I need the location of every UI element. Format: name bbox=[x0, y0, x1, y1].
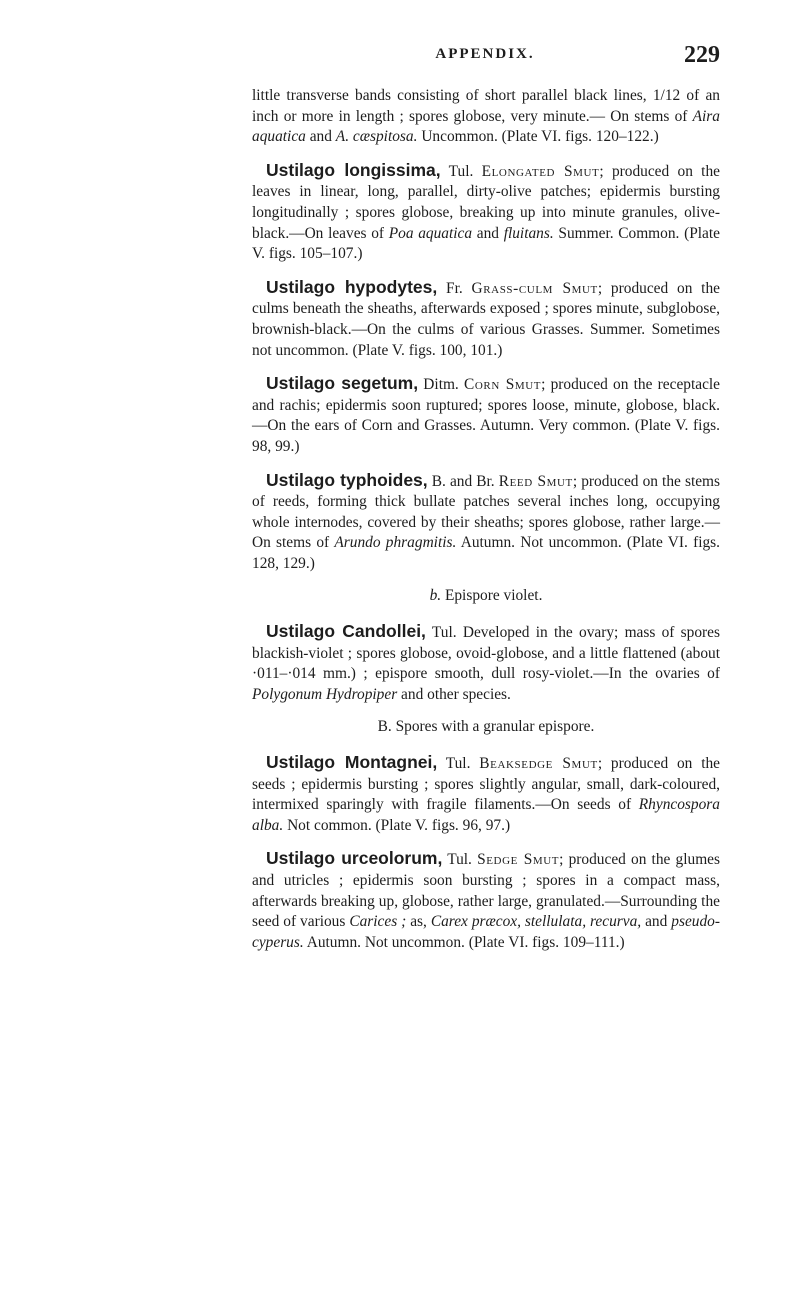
entry-candollei bbox=[252, 621, 720, 705]
description: ; produced on the seeds ; epidermis bursting ; spores slightly angular, small, dark-coloured, intermixed sparingly with fragile filaments.—On seeds of bbox=[252, 755, 720, 814]
common-name: Sedge Smut bbox=[477, 851, 560, 869]
common-name: Beaksedge Smut bbox=[479, 755, 598, 773]
species-name: Ustilago Candollei, bbox=[266, 621, 426, 642]
entry-longissima bbox=[252, 160, 720, 265]
species-name: Ustilago segetum, bbox=[266, 373, 419, 394]
authority: Tul. bbox=[442, 851, 478, 869]
host-name: Arundo phragmitis. bbox=[334, 534, 457, 552]
intro-host-1: Aira aquatica bbox=[252, 107, 720, 146]
description: and other species. bbox=[397, 685, 511, 703]
common-name: Reed Smut bbox=[498, 472, 573, 490]
entry-segetum bbox=[252, 373, 720, 457]
description: ; produced on the receptacle and rachis; epidermis soon ruptured; spores loose, minute, globose, black.—On the ears of Corn and Grasses. Autumn. Very common. (Plate V. figs. 98, 99.) bbox=[252, 376, 721, 455]
description: Summer. Common. (Plate V. figs. 105–107.) bbox=[252, 224, 720, 263]
species-name: Ustilago typhoides, bbox=[266, 469, 428, 490]
host-name: Carex præcox, stellulata, recurva, bbox=[430, 913, 642, 931]
common-name: Corn Smut bbox=[464, 376, 542, 394]
host-name: Rhyncospora alba. bbox=[252, 796, 720, 834]
description: Autumn. Not uncommon. (Plate VI. figs. 128, 129.) bbox=[252, 534, 720, 572]
page-header bbox=[250, 42, 720, 72]
intro-fraction: 1/12 bbox=[652, 87, 681, 104]
authority: Ditm. bbox=[418, 376, 464, 394]
entry-hypodytes bbox=[252, 277, 720, 361]
description: and bbox=[641, 913, 672, 931]
entry-montagnei bbox=[252, 752, 720, 836]
description: ; produced on the leaves in linear, long, parallel, dirty-olive patches; epidermis bursting longitudinally ; spores globose, breaking up into minute granules, olive-black.—On leaves of bbox=[252, 162, 720, 242]
description: ; produced on the culms beneath the sheaths, afterwards exposed ; spores minute, subglobose, brownish-black.—On the culms of various Grasses. Summer. Sometimes not uncommon. (Plate V. figs. 100, 101.) bbox=[252, 279, 720, 359]
subheading-granular-epispore: B. Spores with a granular epispore. bbox=[377, 718, 595, 736]
common-name: Grass-culm Smut bbox=[471, 279, 598, 297]
body-text bbox=[252, 86, 720, 965]
running-head: APPENDIX. bbox=[435, 46, 535, 62]
description: Developed in the ovary; mass of spores blackish-violet ; spores globose, ovoid-globose, and a little flattened (about ·011–·014 mm.) ; epispore smooth, dull rosy-violet.—In the ovaries of bbox=[252, 624, 720, 683]
page-number: 229 bbox=[684, 42, 720, 68]
authority: B. and Br. bbox=[427, 472, 499, 490]
intro-text-2: of an inch or more in length ; spores globose, very minute.— On stems of bbox=[252, 87, 720, 125]
host-name: fluitans. bbox=[503, 224, 554, 242]
host-name: pseudo-cyperus. bbox=[252, 913, 720, 951]
description: Not common. (Plate V. figs. 96, 97.) bbox=[283, 816, 511, 834]
authority: Tul. bbox=[425, 624, 457, 642]
authority: Fr. bbox=[437, 279, 472, 297]
intro-text-3: and bbox=[305, 128, 336, 146]
description: ; produced on the stems of reeds, forming thick bullate patches several inches long, occupying whole internodes, covered by their sheaths; spores globose, rather large.—On stems of bbox=[252, 472, 721, 552]
subheading-epispore-violet bbox=[252, 586, 720, 607]
intro-paragraph bbox=[252, 86, 720, 148]
description: ; produced on the glumes and utricles ; epidermis soon bursting ; spores in a compact mass, afterwards breaking up, globose, rather large, granulated.—Surrounding the seed of various bbox=[252, 851, 720, 931]
authority: Tul. bbox=[440, 162, 482, 180]
entry-typhoides bbox=[252, 470, 720, 575]
host-name: Polygonum Hydropiper bbox=[252, 685, 398, 703]
species-name: Ustilago urceolorum, bbox=[266, 848, 443, 869]
description: Autumn. Not uncommon. (Plate VI. figs. 109–111.) bbox=[303, 933, 625, 951]
description: and bbox=[472, 224, 504, 242]
intro-text-1: little transverse bands consisting of short parallel black lines, bbox=[252, 87, 653, 104]
description: as, bbox=[406, 913, 431, 931]
subheading-text: Epispore violet. bbox=[441, 587, 543, 605]
common-name: Elongated Smut bbox=[481, 162, 600, 180]
intro-text-4: Uncommon. (Plate VI. figs. 120–122.) bbox=[417, 128, 659, 146]
host-name: Carices ; bbox=[349, 913, 407, 931]
subheading-letter: b. bbox=[429, 587, 442, 605]
authority: Tul. bbox=[437, 755, 480, 773]
species-name: Ustilago hypodytes, bbox=[266, 276, 438, 297]
species-name: Ustilago longissima, bbox=[266, 159, 441, 180]
entry-urceolorum bbox=[252, 848, 720, 953]
species-name: Ustilago Montagnei, bbox=[266, 752, 438, 773]
intro-host-2: A. cæspitosa. bbox=[335, 128, 418, 146]
host-name: Poa aquatica bbox=[388, 224, 473, 242]
